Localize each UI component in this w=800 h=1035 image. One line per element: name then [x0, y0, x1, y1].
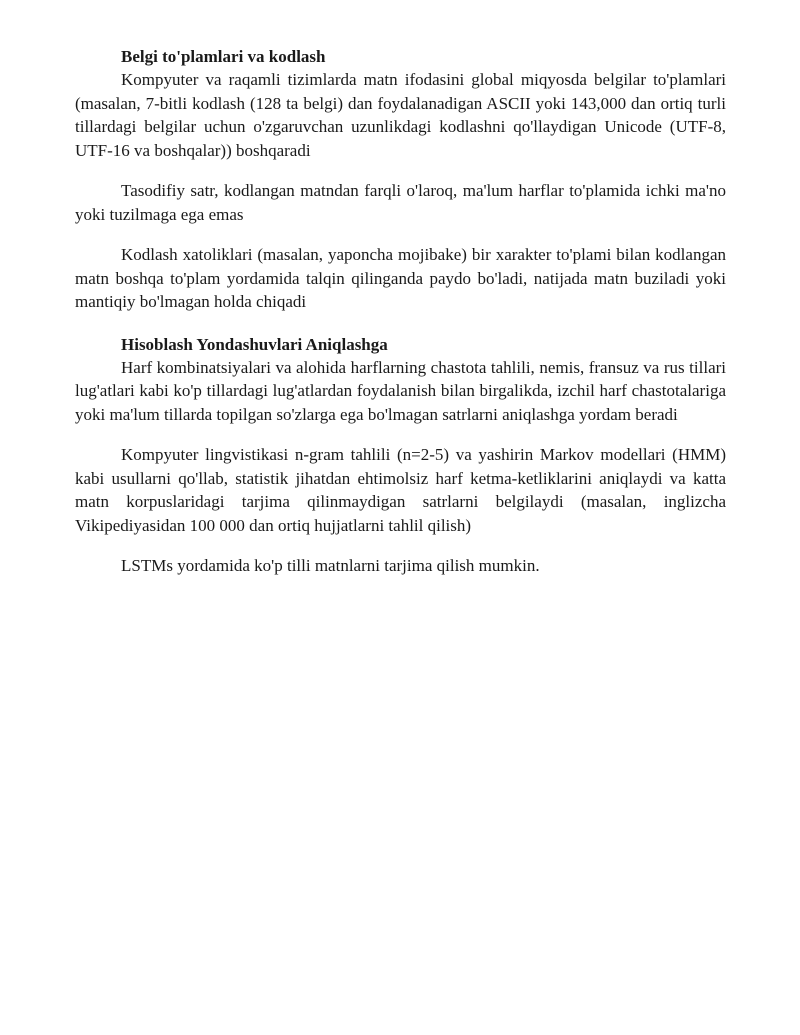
paragraph-ngram-hmm: Kompyuter lingvistikasi n-gram tahlili (n=2-5) va yashirin Markov modellari (HMM) kabi usullarni qo'llab, statistik jihatdan ehtimolsiz harf ketma-ketliklarini aniqlaydi va katta matn korpuslaridagi tarjima qilinmaydigan satrlarni belgilaydi (masalan, inglizcha Vikipediyasidan 100 000 dan ortiq hujjatlarni tahlil qilish): [75, 445, 726, 535]
paragraph-lstm: LSTMs yordamida ko'p tilli matnlarni tarjima qilish mumkin.: [121, 556, 540, 575]
section-spacer: [75, 314, 726, 333]
paragraph-frequency-analysis: Harf kombinatsiyalari va alohida harflarning chastota tahlili, nemis, fransuz va rus tillari lug'atlari kabi ko'p tillardagi lug'atlardan foydalanish bilan birgalikda, izchil harf chastotalariga yoki ma'lum tillarda topilgan so'zlarga ega bo'lmagan satrlarni aniqlashga yordam beradi: [75, 357, 726, 424]
document-page: [75, 45, 726, 578]
paragraph-random-string: Tasodifiy satr, kodlangan matndan farqli o'laroq, ma'lum harflar to'plamida ichki ma'no yoki tuzilmaga ega emas: [75, 181, 726, 224]
paragraph-spacer: [75, 537, 726, 554]
section-heading-computational-approaches: Hisoblash Yondashuvlari Aniqlashga: [121, 334, 388, 354]
paragraph-spacer: [75, 226, 726, 243]
section-heading-character-sets: Belgi to'plamlari va kodlash: [121, 47, 326, 66]
paragraph-character-sets: Kompyuter va raqamli tizimlarda matn ifodasini global miqyosda belgilar to'plamlari (masalan, 7-bitli kodlash (128 ta belgi) dan foydalanadigan ASCII yoki 143,000 dan ortiq turli tillardagi belgilar uchun o'zgaruvchan uzunlikdagi kodlashni qo'llaydigan Unicode (UTF-8, UTF-16 va boshqalar)) boshqaradi: [75, 70, 726, 160]
paragraph-encoding-errors: Kodlash xatoliklari (masalan, yaponcha mojibake) bir xarakter to'plami bilan kodlangan matn boshqa to'plam yordamida talqin qilinganda paydo bo'ladi, natijada matn buziladi yoki mantiqiy bo'lmagan holda chiqadi: [75, 245, 726, 311]
paragraph-spacer: [75, 162, 726, 179]
paragraph-spacer: [75, 426, 726, 443]
